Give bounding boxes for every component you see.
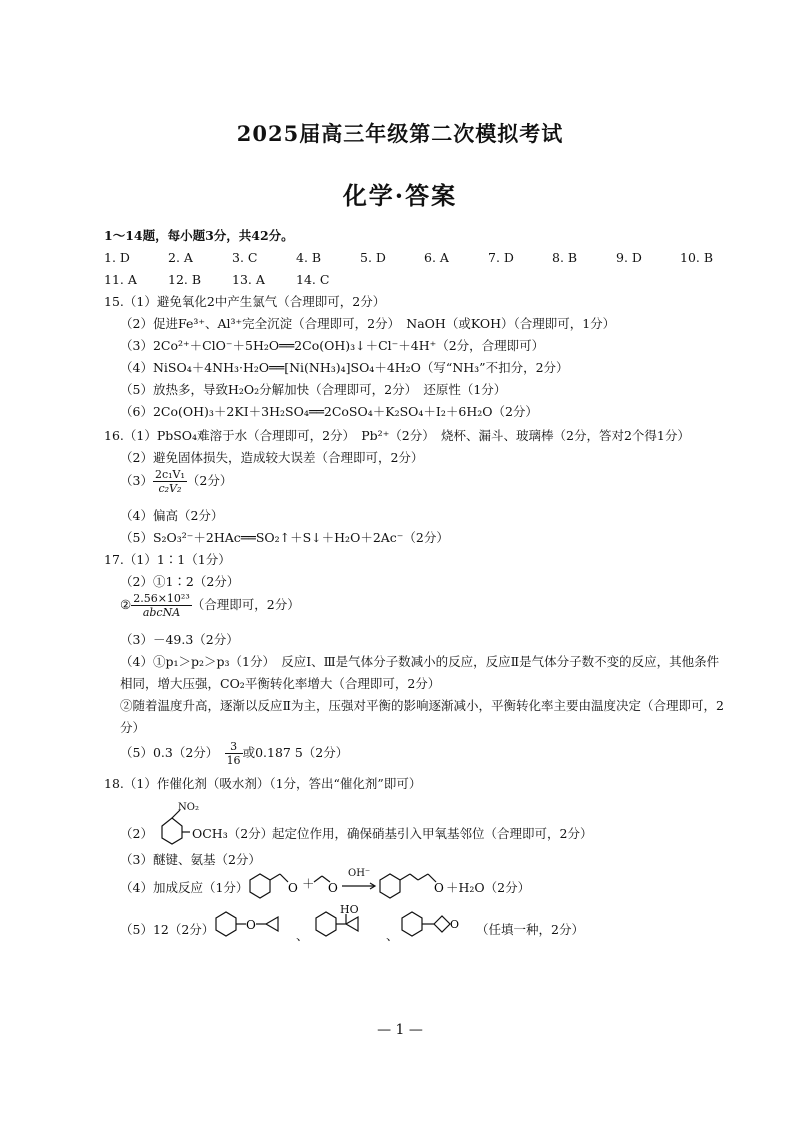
exam-title: 2025届高三年级第二次模拟考试 [236,121,564,146]
q18-part2-suffix: 起定位作用，确保硝基引入甲氧基邻位（合理即可，2分） [272,826,593,841]
q18-part3: （3）醚键、氨基（2分） [120,852,261,867]
q15-part4: （4）NiSO₄＋4NH₃·H₂O══[Ni(NH₃)₄]SO₄＋4H₂O（写“NH₃”不扣分，2分） [120,360,569,375]
mc-answer: 12. B [168,272,202,287]
svg-text:O: O [328,881,338,895]
svg-text:O: O [450,918,460,931]
q17-part4d: 分） [120,720,146,735]
mc-answer: 3. C [232,250,258,265]
mc-answer: 4. B [296,250,322,265]
fraction-denominator: 16 [226,754,241,767]
q16-part1: 16.（1）PbSO₄难溶于水（合理即可，2分） Pb²⁺（2分） 烧杯、漏斗、玻璃棒（2分，答对2个得1分） [104,428,690,443]
q17-fraction [131,592,192,619]
fraction-numerator: 2.56×10²³ [133,592,190,605]
q16-part3-prefix: （3） [120,473,153,488]
reaction-plus: ＋ [302,876,315,891]
isomer-1 [210,904,290,944]
q16-part3-suffix: （2分） [186,473,233,488]
cyclopropyl-phenyl-ether-icon [210,904,290,944]
reaction-catalyst: OH⁻ [348,868,371,879]
methoxy-label: OCH₃（2分） [192,826,274,841]
q18-part4-prefix: （4）加成反应（1分） [120,880,249,895]
q15-part1: 15.（1）避免氧化2中产生氯气（合理即可，2分） [104,294,386,309]
q18-part5-prefix: （5）12（2分） [120,922,215,937]
q17-part2b-prefix: ② [120,597,132,612]
q17-part4a: （4）①p₁＞p₂＞p₃（1分） 反应Ⅰ、Ⅲ是气体分子数减小的反应，反应Ⅱ是气体分子数不变的反应，其他条件 [120,654,720,669]
q18-part5-suffix: （任填一种，2分） [476,922,584,937]
fraction-numerator: 2c₁V₁ [154,468,185,481]
exam-subtitle: 化学·答案 [342,181,458,210]
nitro-label: NO₂ [178,802,199,813]
q17-part5-suffix: 或0.187 5（2分） [242,745,349,760]
mc-answer: 10. B [680,250,714,265]
q17-part3: （3）－49.3（2分） [120,632,239,647]
q17-part4b: 相同，增大压强，CO₂平衡转化率增大（合理即可，2分） [120,676,441,691]
q16-fraction [153,468,187,495]
fraction-numerator: 3 [225,740,243,754]
fraction-denominator: abcNA [142,606,181,619]
phenyloxetane-icon [396,904,476,944]
isomer-separator: 、 [386,928,399,943]
q16-part5: （5）S₂O₃²⁻＋2HAc══SO₂↑＋S↓＋H₂O＋2Ac⁻（2分） [120,530,449,545]
q17-part2: （2）①1∶2（2分） [120,574,240,589]
q16-part2: （2）避免固体损失，造成较大误差（合理即可，2分） [120,450,424,465]
q15-part6: （6）2Co(OH)₃＋2KI＋3H₂SO₄══2CoSO₄＋K₂SO₄＋I₂＋6H₂O（2分） [120,404,538,419]
isomer-separator: 、 [296,928,309,943]
svg-text:O: O [434,881,444,895]
q17-part4c: ②随着温度升高，逐渐以反应Ⅱ为主，压强对平衡的影响逐渐减小，平衡转化率主要由温度决定（合理即可，2 [120,698,724,713]
svg-text:O: O [288,881,298,895]
page-number: — 1 — [377,1022,423,1038]
q15-part2: （2）促进Fe³⁺、Al³⁺完全沉淀（合理即可，2分） NaOH（或KOH）（合理即可，1分） [120,316,616,331]
mc-answer: 11. A [104,272,137,287]
q15-part3: （3）2Co²⁺＋ClO⁻＋5H₂O══2Co(OH)₃↓＋Cl⁻＋4H⁺（2分，合理即可） [120,338,545,353]
q18-part4-suffix: ＋H₂O（2分） [446,880,531,895]
q16-part4: （4）偏高（2分） [120,508,224,523]
mc-answer: 5. D [360,250,386,265]
q17-part2b-suffix: （合理即可，2分） [191,597,300,612]
mc-answer: 13. A [232,272,265,287]
mc-answer: 1. D [104,250,130,265]
mc-answer: 7. D [488,250,514,265]
q15-part5: （5）放热多，导致H₂O₂分解加快（合理即可，2分） 还原性（1分） [120,382,507,397]
q16-part3 [120,468,232,495]
q17-part5 [120,740,348,767]
fraction-denominator: c₂V₂ [158,482,182,495]
q18-part2-prefix: （2） [120,826,153,841]
q17-part1: 17.（1）1∶1（1分） [104,552,231,567]
q17-part5-fraction [225,740,243,767]
mc-intro: 1～14题，每小题3分，共42分。 [104,228,294,243]
mc-answer: 14. C [296,272,330,287]
hydroxy-label: HO [340,903,359,916]
mc-answer: 2. A [168,250,193,265]
svg-text:O: O [246,918,256,932]
q17-part2b [120,592,300,619]
q17-part5-prefix: （5）0.3（2分） [120,745,213,760]
isomer-3 [396,904,476,944]
mc-answer: 9. D [616,250,642,265]
mc-answer: 6. A [424,250,449,265]
mc-answer: 8. B [552,250,578,265]
q18-part1: 18.（1）作催化剂（吸水剂）（1分，答出“催化剂”即可） [104,776,422,791]
